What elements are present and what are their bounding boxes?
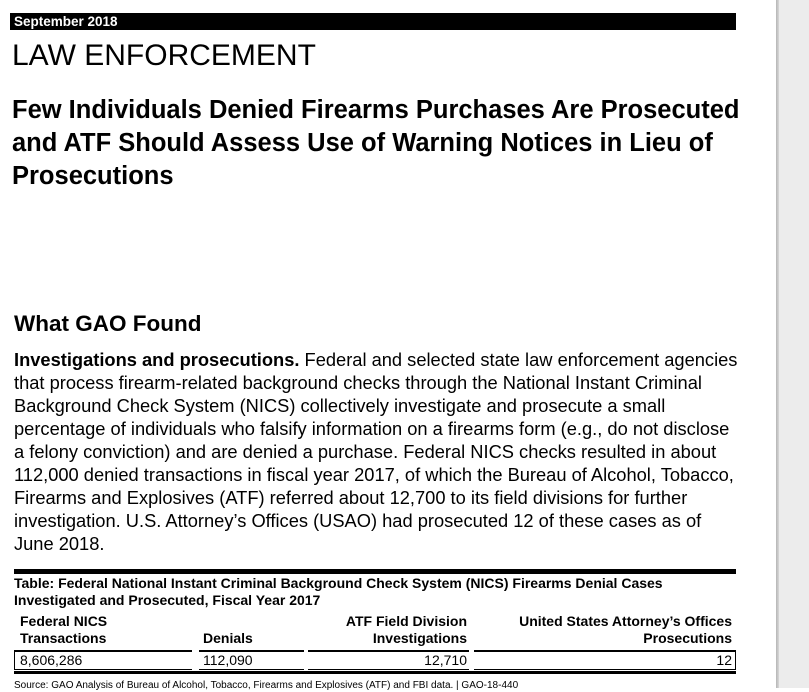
cell-denials: 112,090 xyxy=(203,652,253,668)
section-label: LAW ENFORCEMENT xyxy=(12,39,316,72)
findings-heading: What GAO Found xyxy=(14,311,202,336)
column-header-denials: Denials xyxy=(203,630,253,646)
row-rule xyxy=(474,669,736,670)
cell-border xyxy=(735,652,736,669)
row-rule xyxy=(199,669,304,670)
cell-prosecutions: 12 xyxy=(716,652,732,668)
findings-paragraph xyxy=(14,348,744,555)
column-header-prosecutions xyxy=(476,613,732,647)
table-bottom-rule xyxy=(14,671,736,674)
report-title: Few Individuals Denied Firearms Purchases Are Prosecuted and ATF Should Assess Use of Warning Notices in Lieu of Prosecutions xyxy=(12,96,740,190)
findings-body: Federal and selected state law enforcement agencies that process firearm-related background checks through the National Instant Criminal Background Check System (NICS) collectively investigate and prosecute a small percentage of individuals who falsify information on a firearms form (e.g., do not disclose a felony conviction) and are denied a purchase. Federal NICS checks resulted in about 112,000 denied transactions in fiscal year 2017, of which the Bureau of Alcohol, Tobacco, Firearms and Explosives (ATF) referred about 12,700 to its field divisions for further investigation. U.S. Attorney’s Offices (USAO) had prosecuted 12 of these cases as of June 2018. xyxy=(14,349,738,554)
cell-transactions: 8,606,286 xyxy=(20,652,83,668)
column-header-line: Prosecutions xyxy=(643,630,732,646)
row-rule xyxy=(14,669,192,670)
source-note: Source: GAO Analysis of Bureau of Alcohol, Tobacco, Firearms and Explosives (ATF) and FBI data. | GAO-18-440 xyxy=(14,680,519,691)
findings-lead: Investigations and prosecutions. xyxy=(14,349,300,370)
column-header-transactions xyxy=(20,613,180,647)
table-caption: Table: Federal National Instant Criminal Background Check System (NICS) Firearms Denial Cases Investigated and Prosecuted, Fiscal Year 2017 xyxy=(14,575,663,608)
report-date: September 2018 xyxy=(14,14,118,29)
column-header-line: United States Attorney’s Offices xyxy=(519,613,732,629)
row-rule xyxy=(308,669,469,670)
cell-border xyxy=(14,652,15,669)
column-header-line: Transactions xyxy=(20,630,107,646)
viewer-gutter xyxy=(779,0,809,688)
table-top-rule xyxy=(14,569,736,574)
column-header-line: Investigations xyxy=(372,630,467,646)
cell-investigations: 12,710 xyxy=(424,652,467,668)
column-header-line: ATF Field Division xyxy=(345,613,467,629)
column-header-line: Federal NICS xyxy=(20,613,108,629)
date-banner xyxy=(10,13,736,30)
column-header-investigations xyxy=(310,613,467,647)
